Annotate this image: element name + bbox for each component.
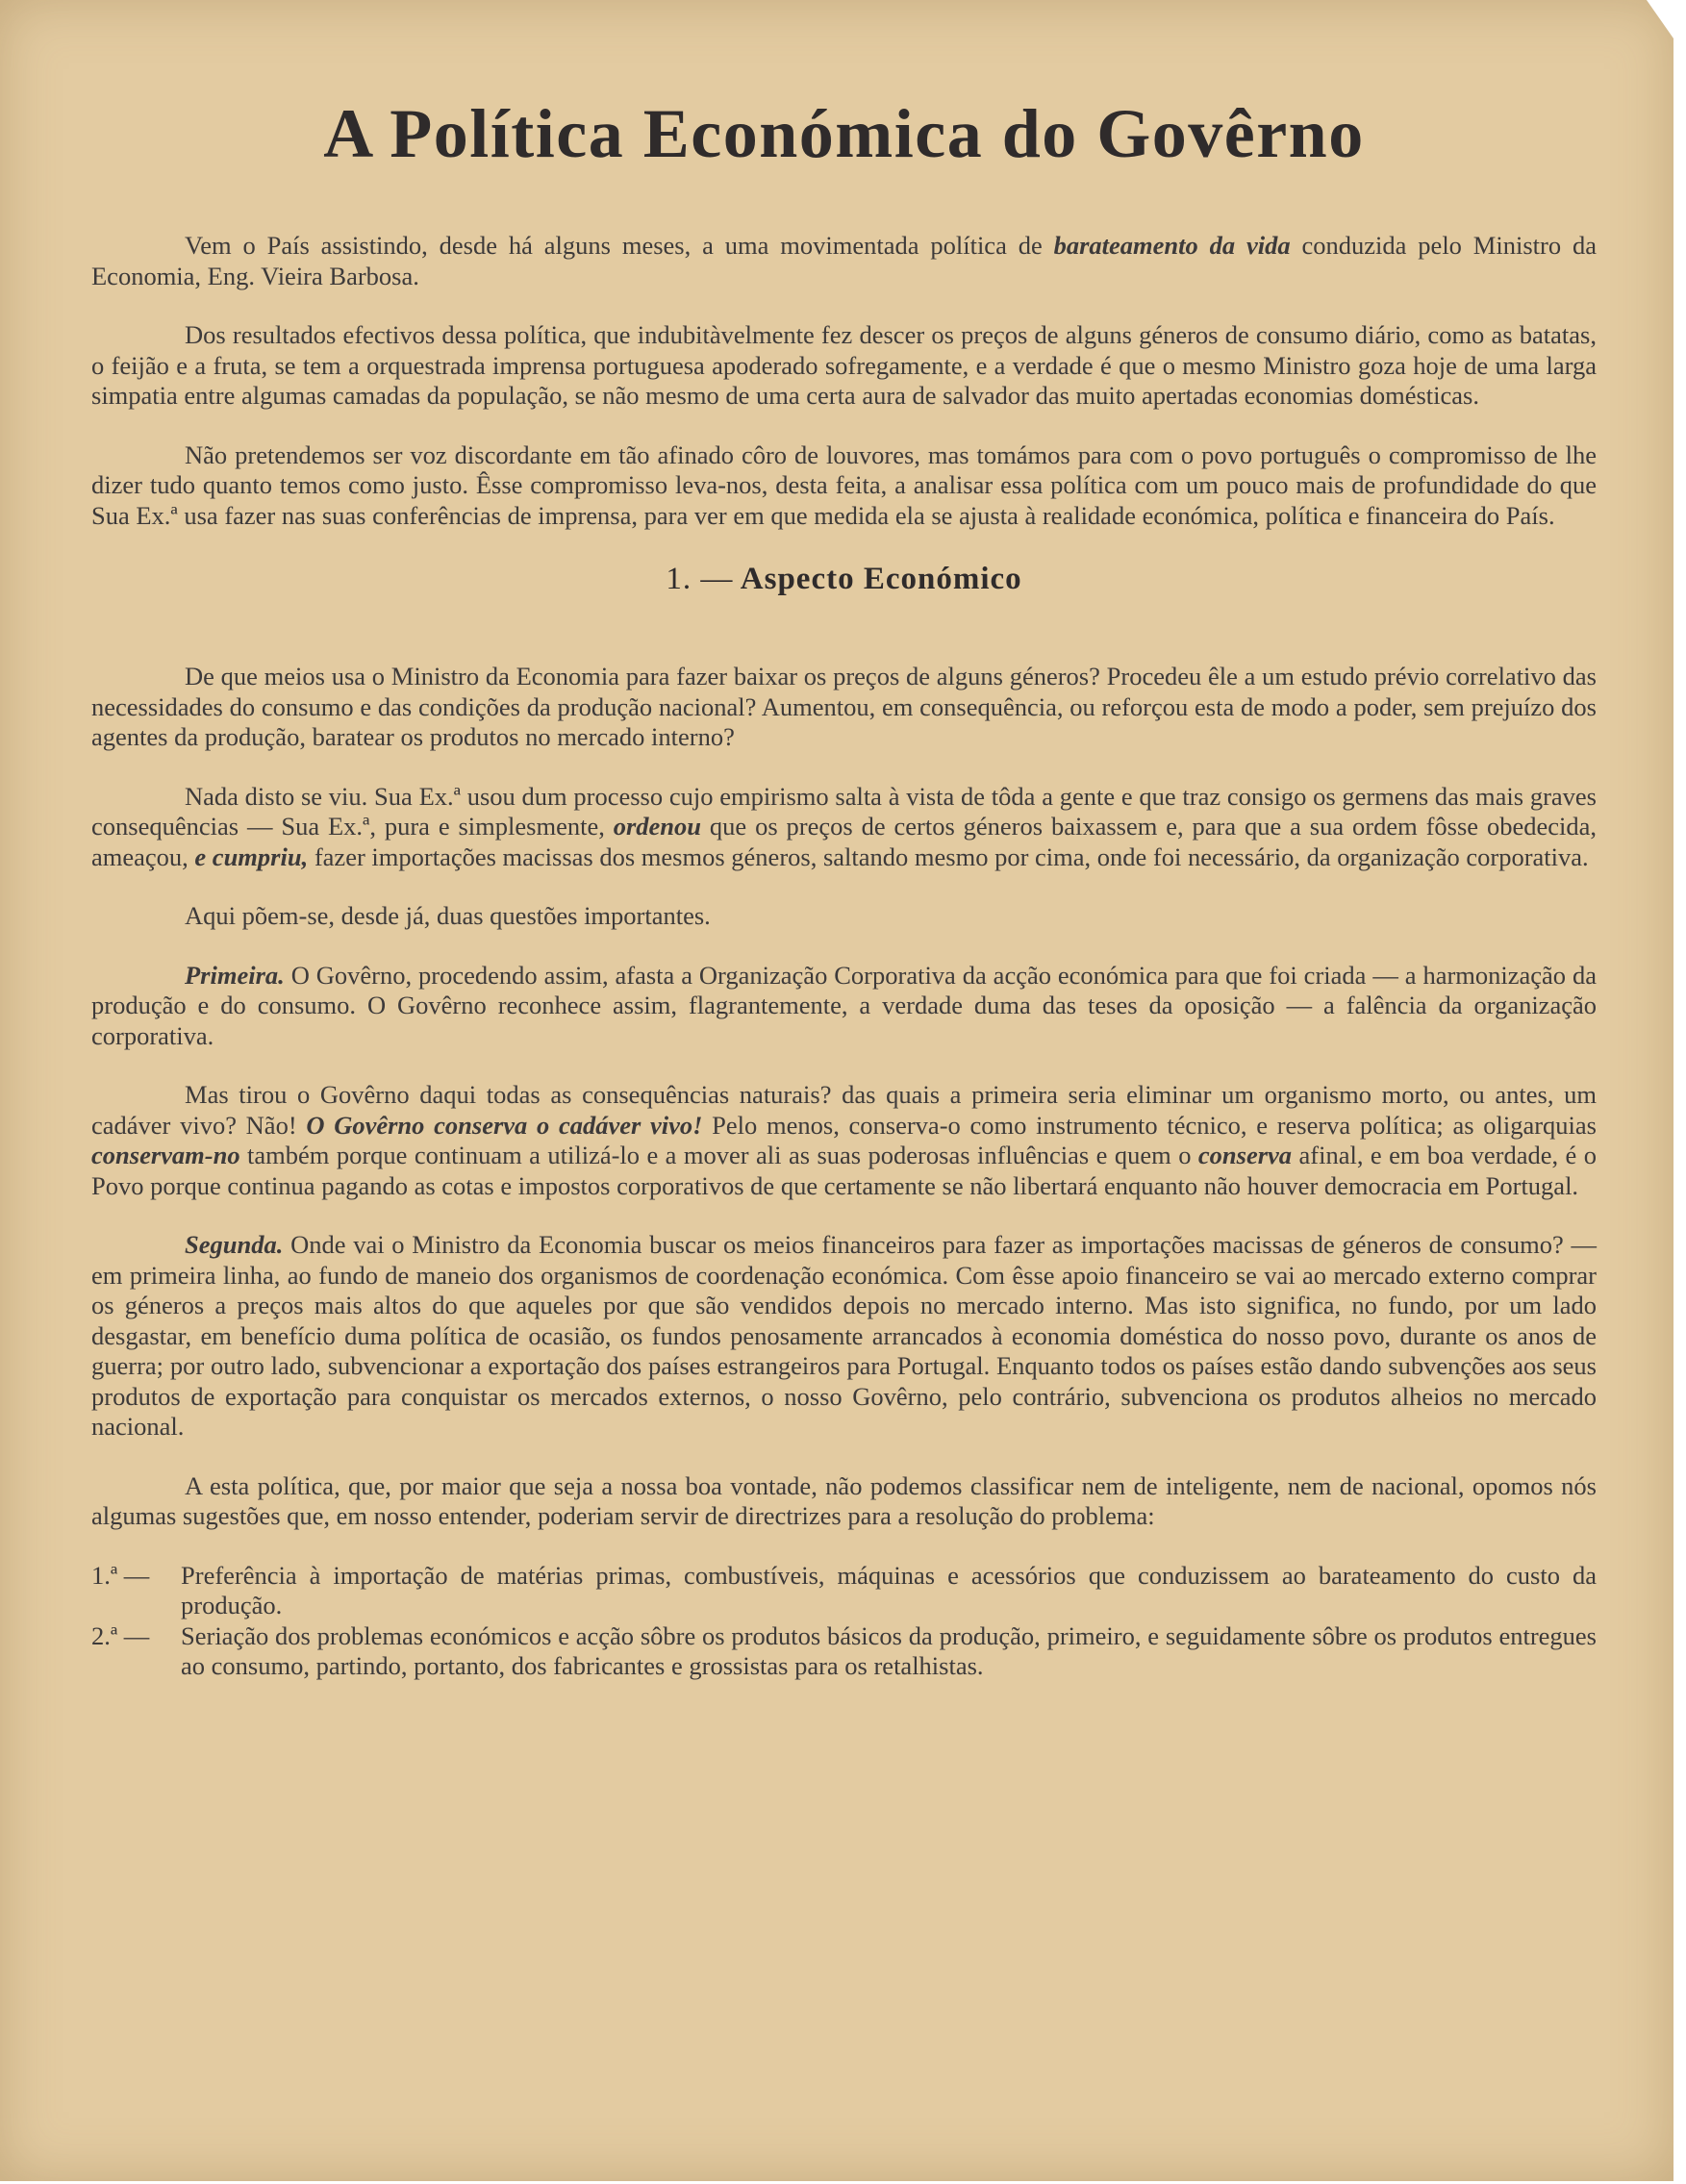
section-title: Aspecto Económico [740,562,1022,596]
list-item-text: Preferência à importação de matérias primas, combustíveis, máquinas e acessórios que conduzissem ao barateamento do custo da produção. [181,1560,1597,1619]
suggestion-list [91,1561,1597,1682]
section-paragraph-1: De que meios usa o Ministro da Economia para fazer baixar os preços de alguns géneros? Procedeu êle a um estudo prévio correlativo das necessidades do consumo e das condições da produção nacional? Aumentou, em consequência, ou reforçou esta de modo a poder, sem prejuízo dos agentes da produção, baratear os produtos no mercado interno? [91,662,1597,751]
list-item [91,1561,1597,1621]
emphasis: conservam-no [91,1141,240,1169]
intro-paragraph-3: Não pretendemos ser voz discordante em tão afinado côro de louvores, mas tomámos para com o povo português o compromisso de lhe dizer tudo quanto temos como justo. Êsse compromisso leva-nos, desta feita, a analisar essa política com um pouco mais de profundidade do que Sua Ex.ª usa fazer nas suas conferências de imprensa, para ver em que medida ela se ajusta à realidade económica, política e financeira do País. [91,439,1597,530]
section-heading [91,560,1597,598]
list-item [91,1621,1597,1682]
emphasis: O Govêrno conserva o cadáver vivo! [306,1110,703,1140]
document-body [91,92,1597,1682]
emphasis: Segunda. [185,1230,284,1259]
emphasis: barateamento da vida [1053,231,1291,260]
section-paragraph-6: Segunda. Onde vai o Ministro da Economia buscar os meios financeiros para fazer as importações macissas de géneros de consumo? — em primeira linha, ao fundo de maneio dos organismos de coordenação económica. Com êsse apoio financeiro se vai ao mercado externo comprar os géneros a preços mais altos do que aqueles por que são vendidos depois no mercado interno. Mas isto significa, no fundo, por um lado desgastar, em benefício duma política de ocasião, os fundos penosamente arrancados à economia doméstica do nosso povo, durante os anos de guerra; por outro lado, subvencionar a exportação dos países estrangeiros para Portugal. Enquanto todos os países estão dando subvenções aos seus produtos de exportação para conquistar os mercados externos, o nosso Govêrno, pelo contrário, subvenciona os produtos alheios no mercado nacional. [91,1230,1597,1441]
section-paragraph-7: A esta política, que, por maior que seja a nossa boa vontade, não podemos classificar nem de inteligente, nem de nacional, opomos nós algumas sugestões que, em nosso entender, poderiam servir de directrizes para a resolução do problema: [91,1470,1597,1530]
intro-paragraph-2: Dos resultados efectivos dessa política, que indubitàvelmente fez descer os preços de alguns géneros de consumo diário, como as batatas, o feijão e a fruta, se tem a orquestrada imprensa portuguesa apoderado sofregamente, e a verdade é que o mesmo Ministro goza hoje de uma larga simpatia entre algumas camadas da população, se não mesmo de uma certa aura de salvador das muito apertadas economias domésticas. [91,320,1597,410]
emphasis: ordenou [613,812,702,841]
document-title: A Política Económica do Govêrno [323,95,1365,172]
emphasis: e cumpriu, [194,841,309,871]
section-paragraph-2: Nada disto se viu. Sua Ex.ª usou dum processo cujo empirismo salta à vista de tôda a gente e que traz consigo os germens das mais graves consequências — Sua Ex.ª, pura e simplesmente, ordenou que os preços de certos géneros baixassem e, para que a sua ordem fôsse obedecida, ameaçou, e cumpriu, fazer importações macissas dos mesmos géneros, saltando mesmo por cima, onde foi necessário, da organização corporativa. [91,781,1597,871]
list-item-number: 2.ª — [91,1620,150,1650]
section-paragraph-4: Primeira. O Govêrno, procedendo assim, afasta a Organização Corporativa da acção económica para que foi criada — a harmonização da produção e do consumo. O Govêrno reconhece assim, flagrantemente, a verdade duma das teses da oposição — a falência da organização corporativa. [91,960,1597,1050]
list-item-text: Seriação dos problemas económicos e acção sôbre os produtos básicos da produção, primeiro, e seguidamente sôbre os produtos entregues ao consumo, partindo, portanto, dos fabricantes e grossistas para os retalhistas. [181,1620,1597,1680]
section-paragraph-3: Aqui põem-se, desde já, duas questões importantes. [185,901,711,930]
section-number: 1. — [666,562,734,596]
emphasis: conserva [1197,1141,1293,1169]
emphasis: Primeira. [185,960,285,990]
torn-corner [1647,0,1673,38]
intro-paragraph-1: Vem o País assistindo, desde há alguns meses, a uma movimentada política de barateamento da vida conduzida pelo Ministro da Economia, Eng. Vieira Barbosa. [91,231,1597,290]
list-item-number: 1.ª — [91,1560,150,1590]
section-paragraph-5: Mas tirou o Govêrno daqui todas as consequências naturais? das quais a primeira seria eliminar um organismo morto, ou antes, um cadáver vivo? Não! O Govêrno conserva o cadáver vivo! Pelo menos, conserva-o como instrumento técnico, e reserva política; as oligarquias conservam-no também porque continuam a utilizá-lo e a mover ali as suas poderosas influências e quem o conserva afinal, e em boa verdade, é o Povo porque continua pagando as cotas e impostos corporativos de que certamente se não libertará enquanto não houver democracia em Portugal. [91,1080,1597,1200]
